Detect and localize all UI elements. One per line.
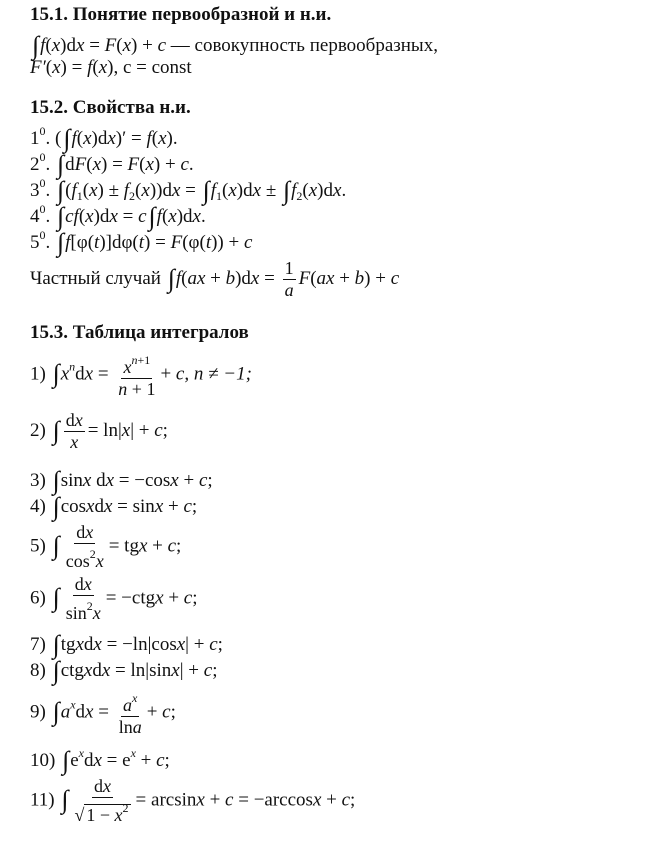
derivative-line: F′(x) = f(x), c = const — [30, 57, 192, 78]
special-case-line: Частный случай ∫f(ax + b)dx = $\frac{1}{a}$ F(ax + b) + c — [30, 258, 400, 300]
section-title-15-1: 15.1. Понятие первообразной и н.и. — [30, 4, 332, 25]
table-row: 1) $\int x^ndx$ = $\frac{x^{n+1}}{n + 1}$ + c, n ≠ −1; — [30, 350, 252, 400]
table-row: 8) ∫ctgxdx = ln|sinx| + c; — [30, 656, 218, 685]
table-row: 3) ∫sinx dx = −cosx + c; — [30, 466, 213, 495]
definition-line: ∫f(x)dx = F(x) + c — совокупность первообразных, — [32, 31, 438, 60]
definition-text: — совокупность первообразных, — [166, 35, 438, 56]
property-4: $4^0$. ∫cf(x)dx = c∫f(x)dx. — [30, 202, 206, 231]
property-1: $1^0$. (∫f(x)dx)′ = f(x). — [30, 124, 178, 153]
section-title-15-2: 15.2. Свойства н.и. — [30, 97, 191, 118]
const-text: c = const — [122, 57, 192, 78]
table-row: 7) ∫tgxdx = −ln|cosx| + c; — [30, 630, 223, 659]
table-row: 5) ∫ $\frac{dx}{\cos^2x}$ = tgx + c; — [30, 522, 182, 571]
property-5: $5^0$. ∫f[φ(t)]dφ(t) = F(φ(t)) + c — [30, 228, 253, 257]
table-row: 6) ∫ $\frac{dx}{\sin^2x}$ = −ctgx + c; — [30, 574, 198, 623]
special-case-label: Частный случай — [30, 267, 161, 289]
property-2: $2^0$. ∫dF(x) = F(x) + c. — [30, 150, 194, 179]
property-3: $3^0$. $\int(f_1(x) \pm f_2(x))dx = \int f_1(x)dx \pm \int f_2(x)dx$. — [30, 176, 347, 205]
table-row: 9) $\int a^xdx$ = $\frac{a^x}{\ln a}$ + c; — [30, 688, 176, 738]
table-row: 4) ∫cosxdx = sinx + c; — [30, 492, 198, 521]
table-row: 2) ∫ $\frac{dx}{x}$ = ln|x| + c; — [30, 410, 168, 452]
section-title-15-3: 15.3. Таблица интегралов — [30, 322, 249, 343]
table-row: 10) $\int e^xdx = e^x + c$; — [30, 746, 170, 775]
table-row: 11) ∫ $\frac{dx}{√ 1 - x^2}$ = arcsinx + c = −arccosx + c; — [30, 776, 356, 825]
